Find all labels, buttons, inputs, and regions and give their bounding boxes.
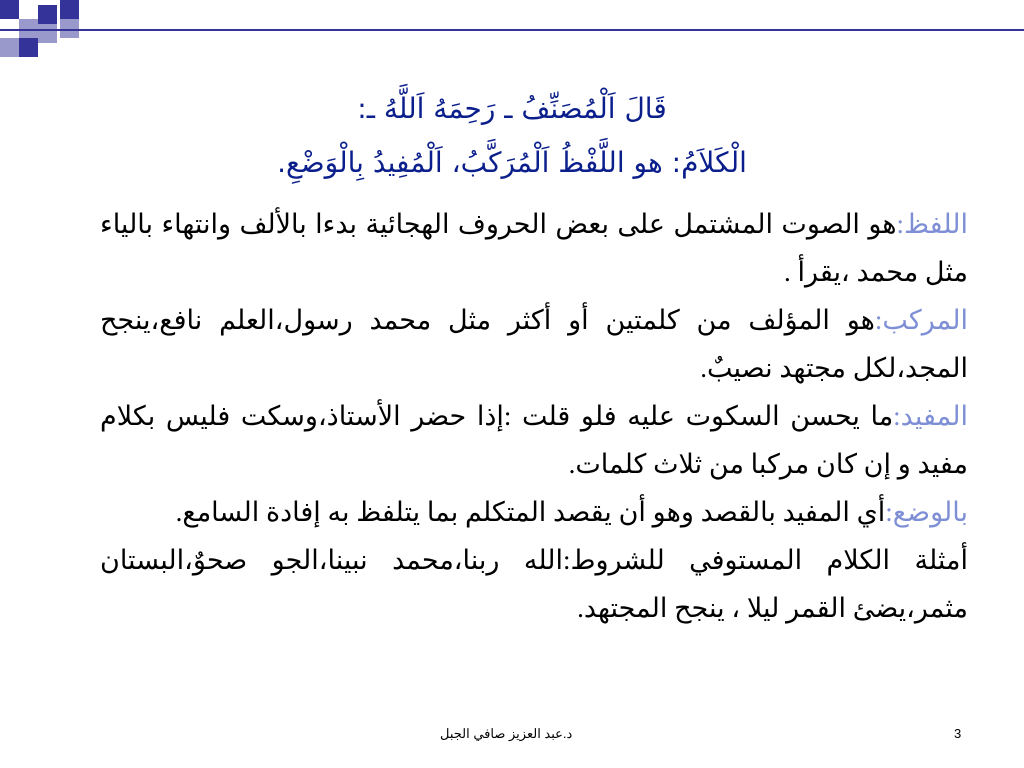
examples-paragraph: أمثلة الكلام المستوفي للشروط:الله ربنا،محمد نبينا،الجو صحوٌ،البستان مثمر،يضئ القمر ليلا ، ينجح المجتهد.: [100, 545, 968, 623]
slide-title-line2: الْكَلاَمُ: هو اللَّفْظُ اَلْمُرَكَّبُ، اَلْمُفِيدُ بِالْوَضْعِ.: [277, 146, 747, 179]
definition-text: أي المفيد بالقصد وهو أن يقصد المتكلم بما يتلفظ به إفادة السامع.: [175, 497, 886, 527]
definition-text: هو الصوت المشتمل على بعض الحروف الهجائية بدءا بالألف وانتهاء بالياء مثل محمد ،يقرأ .: [100, 209, 968, 287]
definition-wad: [100, 488, 968, 536]
slide-body: [100, 200, 968, 632]
header-rule-line: [0, 29, 1024, 31]
definition-mufid: [100, 392, 968, 488]
corner-square-light-2: [38, 24, 57, 43]
corner-square-dark-2: [38, 5, 57, 24]
footer-author: د.عبد العزيز صافي الجبل: [440, 726, 573, 741]
term-label: المركب:: [874, 305, 968, 335]
definition-lafz: [100, 200, 968, 296]
corner-square-dark-4: [19, 38, 38, 57]
corner-square-dark-1: [0, 0, 19, 19]
definition-murakkab: [100, 296, 968, 392]
corner-square-dark-3: [60, 0, 79, 19]
term-label: اللفظ:: [896, 209, 968, 239]
definition-text: هو المؤلف من كلمتين أو أكثر مثل محمد رسول،العلم نافع،ينجح المجد،لكل مجتهد نصيبٌ.: [100, 305, 968, 383]
page-number: 3: [954, 726, 962, 741]
definition-text: ما يحسن السكوت عليه فلو قلت :إذا حضر الأستاذ،وسكت فليس بكلام مفيد و إن كان مركبا من ثلاث كلمات.: [100, 401, 968, 479]
slide-title-line1: قَالَ اَلْمُصَنِّفُ ـ رَحِمَهُ اَللَّهُ ـ:: [357, 92, 667, 125]
corner-square-light-4: [0, 38, 19, 57]
term-label: بالوضع:: [885, 497, 968, 527]
term-label: المفيد:: [893, 401, 968, 431]
